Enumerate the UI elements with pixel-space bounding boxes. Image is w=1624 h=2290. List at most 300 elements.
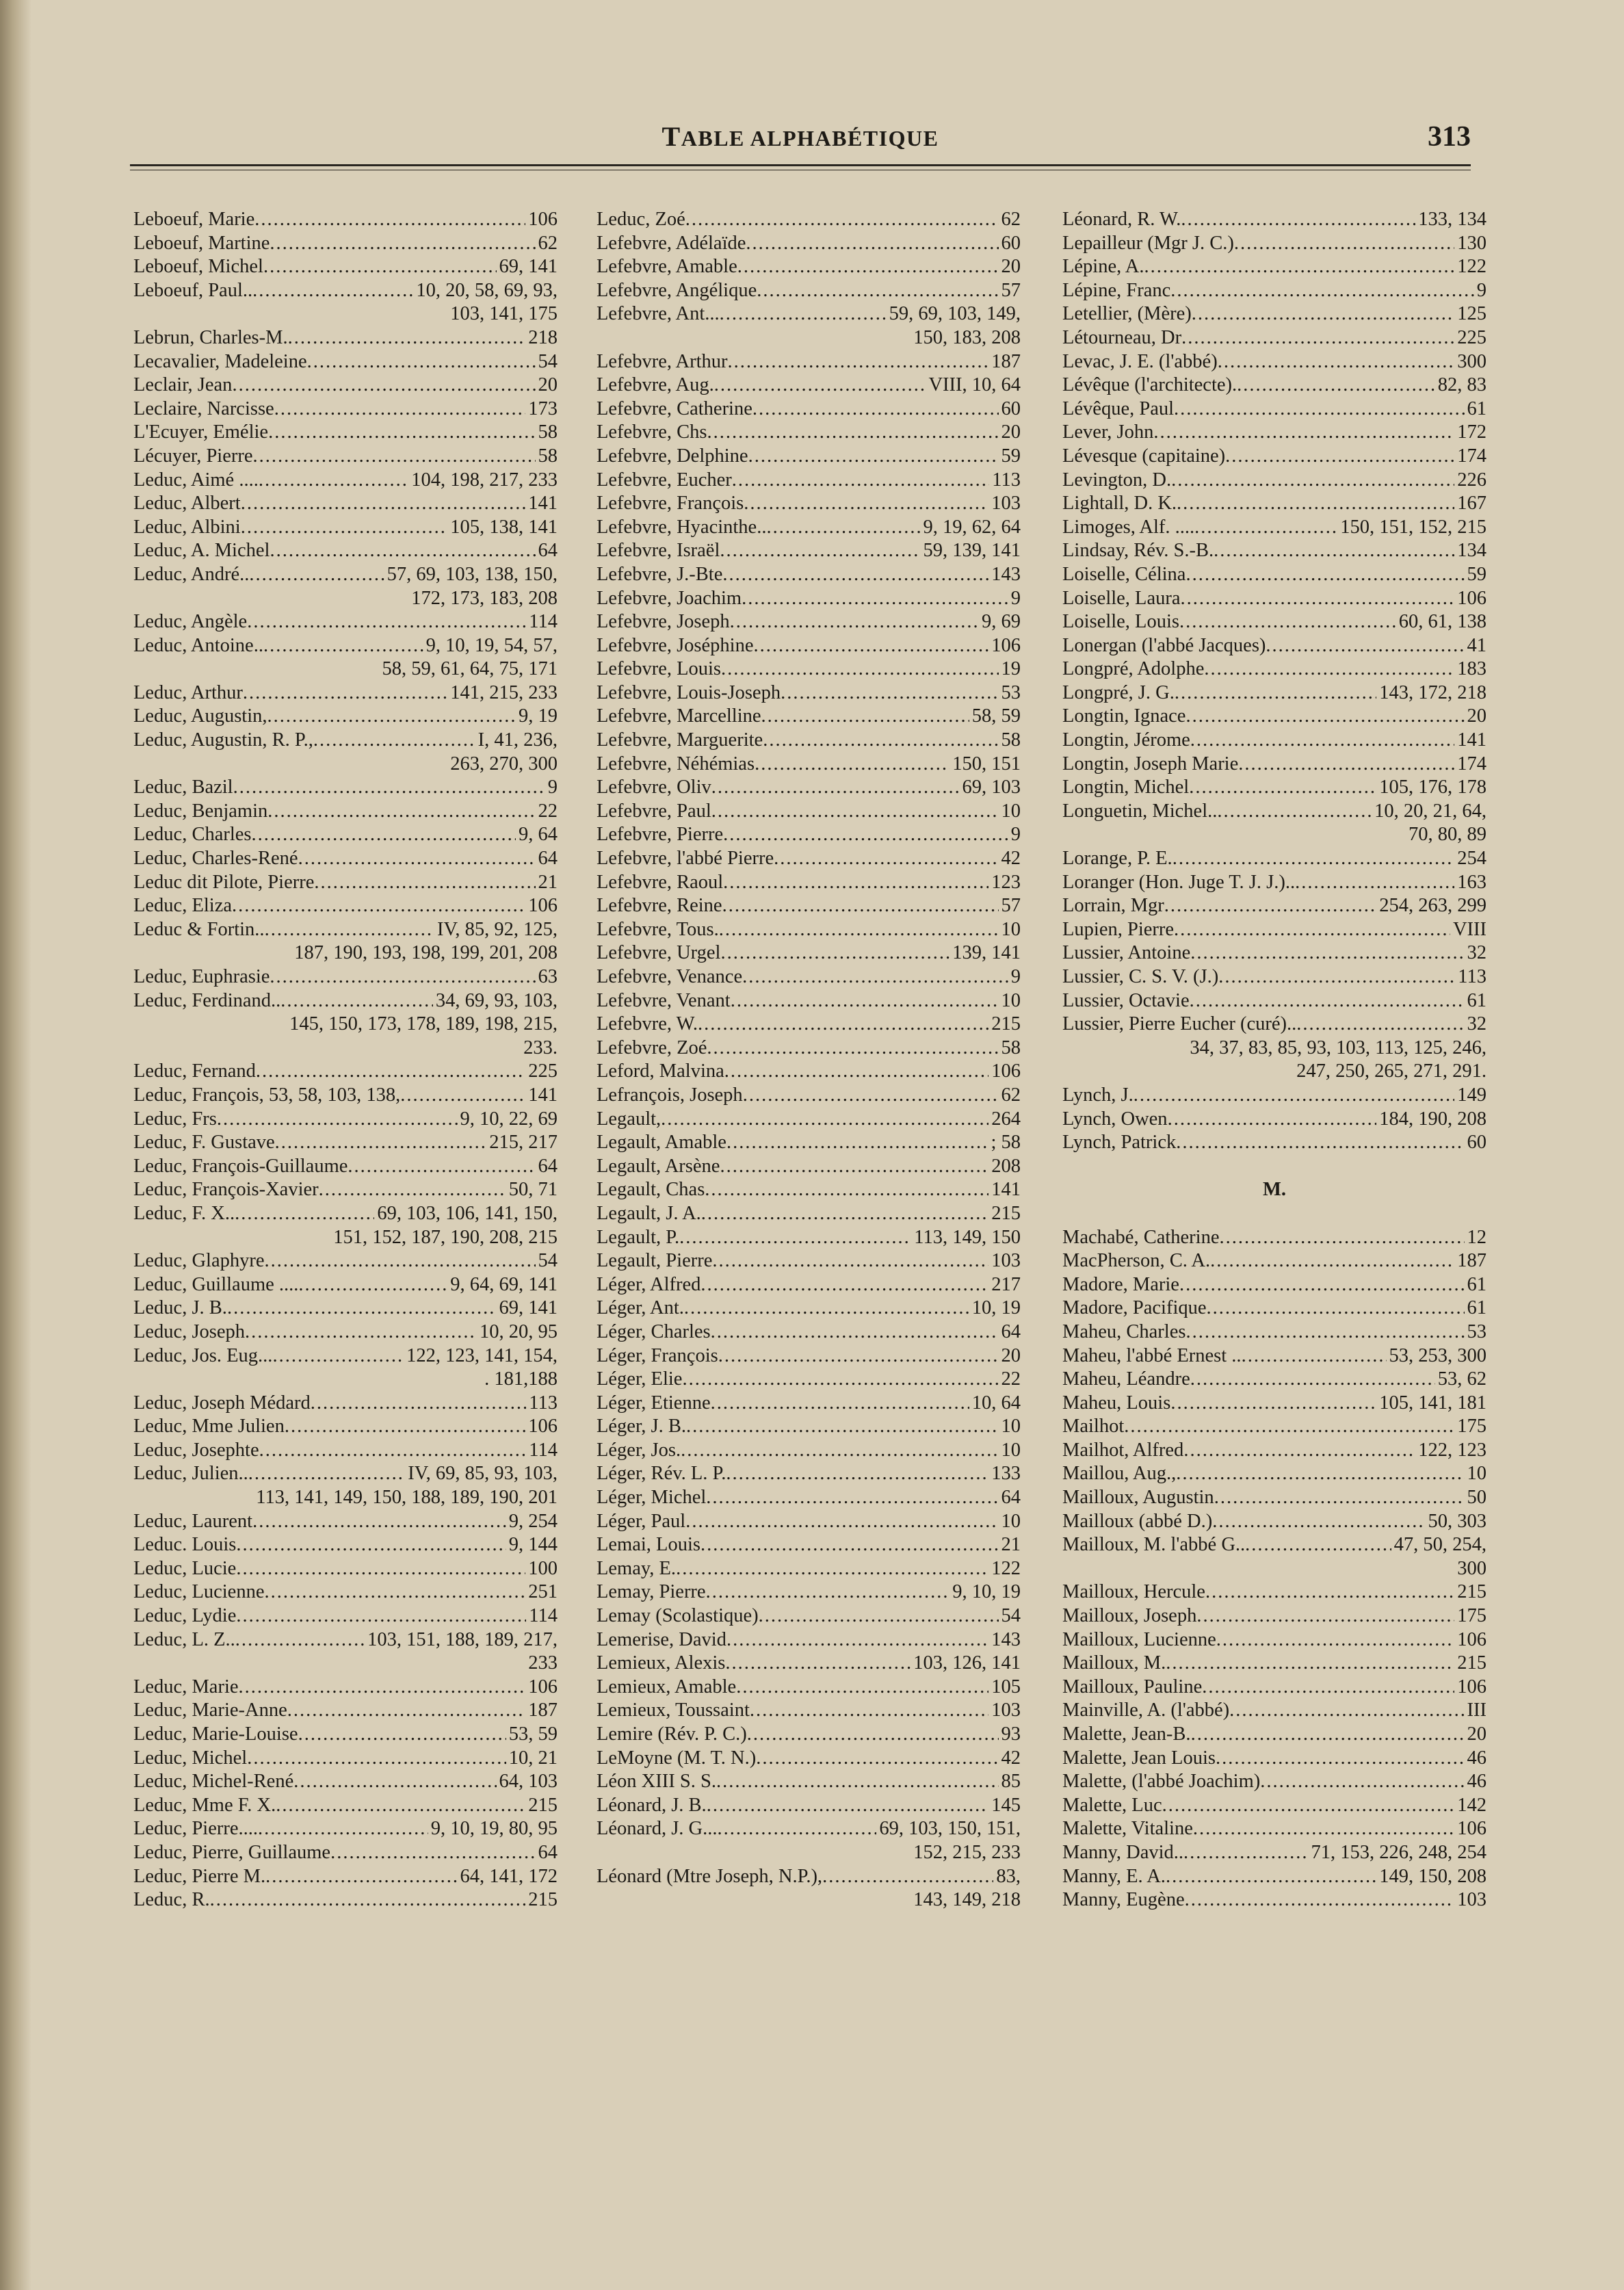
index-entry (597, 1131, 1021, 1155)
entry-name: Lefebvre, Urgel (597, 942, 721, 964)
index-entry (1062, 1084, 1487, 1108)
index-entry (1062, 1108, 1487, 1132)
entry-name: Mailloux, Augustin (1062, 1487, 1214, 1509)
dot-leader (1181, 326, 1454, 350)
entry-name: Leduc, Lucienne (133, 1581, 265, 1603)
index-entry (597, 1155, 1021, 1179)
dot-leader (1174, 918, 1450, 942)
dot-leader (722, 563, 988, 587)
entry-pages: 9, 10, 22, 69 (460, 1108, 558, 1130)
page-binding-edge (0, 0, 31, 2290)
index-entry (133, 469, 558, 493)
index-entry (133, 1060, 558, 1084)
index-entry (597, 302, 1021, 326)
dot-leader (1124, 1415, 1454, 1439)
entry-pages: 215 (528, 1889, 558, 1911)
entry-pages: 53 (1001, 681, 1021, 703)
entry-name: Mailloux, M. l'abbé G.. (1062, 1534, 1246, 1556)
dot-leader (235, 1628, 365, 1652)
entry-pages: 53, 253, 300 (1389, 1344, 1487, 1366)
entry-pages: 46 (1467, 1771, 1487, 1793)
dot-leader (1234, 232, 1454, 256)
entry-name: Lussier, Octavie (1062, 989, 1190, 1011)
dot-leader (719, 918, 999, 942)
dot-leader (716, 1770, 999, 1794)
index-entry (597, 894, 1021, 918)
index-entry (597, 1533, 1021, 1557)
index-entry (597, 1462, 1021, 1486)
entry-name: Loranger (Hon. Juge T. J. J.).. (1062, 871, 1296, 893)
dot-leader (270, 539, 535, 563)
dot-leader (1179, 610, 1396, 634)
entry-pages: 254, 263, 299 (1379, 895, 1487, 917)
entry-name: Mailloux, M. (1062, 1652, 1166, 1674)
entry-pages: 60 (1001, 232, 1021, 254)
index-entry (597, 1344, 1021, 1368)
entry-pages: 10, 21 (508, 1747, 558, 1769)
entry-pages: 41 (1467, 634, 1487, 656)
index-entry (597, 1794, 1021, 1818)
index-entry (133, 1841, 558, 1865)
index-entry (597, 989, 1021, 1013)
index-entry (597, 705, 1021, 729)
entry-pages: I, 41, 236, (477, 729, 558, 751)
dot-leader (248, 1462, 405, 1486)
dot-leader (707, 421, 998, 445)
entry-name: Legault, Amable (597, 1132, 726, 1154)
index-entry (1062, 1415, 1487, 1439)
dot-leader (718, 1817, 877, 1841)
dot-leader (252, 279, 413, 303)
entry-name: L'Ecuyer, Emélie (133, 421, 269, 443)
entry-name: Léonard, J. B. (597, 1794, 707, 1816)
entry-name: Leduc, André.. (133, 563, 250, 585)
entry-pages: 114 (529, 1605, 558, 1627)
dot-leader (685, 208, 999, 232)
entry-name: Leduc, R. (133, 1889, 210, 1911)
entry-pages: 167 (1457, 493, 1487, 515)
entry-name: Lefebvre, Arthur (597, 350, 728, 372)
entry-pages: 64 (1001, 1320, 1021, 1342)
entry-name: Leboeuf, Michel (133, 256, 263, 278)
entry-name: Leduc, Charles-René (133, 848, 298, 870)
dot-leader (720, 302, 887, 326)
index-entry (597, 208, 1021, 232)
dot-leader (726, 1628, 988, 1652)
entry-pages: 9 (1010, 587, 1021, 609)
index-entry (597, 634, 1021, 658)
entry-name: Lefebvre, Louis-Joseph (597, 681, 781, 703)
entry-name: Lefebvre, Oliv (597, 777, 711, 798)
entry-continuation: 233. (523, 1037, 558, 1058)
entry-pages: 60, 61, 138 (1398, 611, 1487, 633)
entry-name: Leduc, Pierre M. (133, 1865, 266, 1887)
index-entry (1062, 302, 1487, 326)
entry-name: Leduc, J. B. (133, 1297, 227, 1319)
index-entry (1062, 398, 1487, 421)
index-entry (597, 753, 1021, 777)
entry-name: Leduc, Albini (133, 516, 241, 538)
dot-leader (245, 1320, 477, 1344)
entry-pages: 53, 62 (1437, 1368, 1487, 1390)
index-entry (1062, 871, 1487, 895)
dot-leader (267, 705, 516, 729)
entry-name: Léger, Alfred (597, 1273, 701, 1295)
entry-pages: 103, 151, 188, 189, 217, (367, 1628, 558, 1650)
entry-pages: 9, 254 (508, 1510, 558, 1532)
index-entry (1062, 1226, 1487, 1250)
dot-leader (259, 1439, 527, 1463)
index-entry (1062, 941, 1487, 965)
entry-pages: 71, 153, 226, 248, 254 (1311, 1841, 1487, 1863)
dot-leader (1177, 492, 1454, 516)
index-entry (597, 847, 1021, 871)
index-entry (1062, 587, 1487, 611)
dot-leader (1183, 1841, 1308, 1865)
entry-name: Lemerise, David (597, 1628, 726, 1650)
index-entry (1062, 374, 1487, 398)
index-entry (133, 1676, 558, 1700)
entry-pages: 141, 215, 233 (450, 681, 558, 703)
entry-name: Lefebvre, Joachim (597, 587, 742, 609)
dot-leader (684, 1297, 969, 1320)
entry-pages: 10 (1001, 1510, 1021, 1532)
entry-pages: ; 58 (991, 1132, 1021, 1154)
index-entry (133, 539, 558, 563)
dot-leader (752, 398, 999, 421)
index-entry (597, 1415, 1021, 1439)
entry-pages: 10, 64 (971, 1392, 1021, 1414)
entry-pages: 69, 103, 106, 141, 150, (377, 1202, 558, 1224)
entry-continuation: 145, 150, 173, 178, 189, 198, 215, (289, 1013, 558, 1035)
dot-leader (1296, 1013, 1464, 1037)
dot-leader (711, 776, 960, 800)
index-entry (597, 516, 1021, 540)
dot-leader (742, 587, 1008, 611)
entry-pages: 134 (1457, 540, 1487, 562)
dot-leader (1185, 1888, 1455, 1912)
entry-name: Leduc, Mme F. X. (133, 1794, 276, 1816)
entry-name: Leduc, Julien.. (133, 1463, 248, 1485)
entry-name: Leduc, Joseph (133, 1320, 246, 1342)
dot-leader (1173, 847, 1455, 871)
index-entry (133, 918, 558, 942)
entry-pages: 46 (1467, 1747, 1487, 1769)
index-entry (597, 1273, 1021, 1297)
section-letter-heading: M. (1262, 1179, 1287, 1201)
dot-leader (1176, 1462, 1464, 1486)
entry-pages: 64 (538, 1841, 558, 1863)
dot-leader (265, 918, 434, 942)
entry-name: Lepailleur (Mgr J. C.) (1062, 232, 1234, 254)
entry-name: Longuetin, Michel.. (1062, 800, 1218, 822)
dot-leader (1164, 894, 1376, 918)
entry-name: Leduc & Fortin.. (133, 918, 265, 940)
index-entry (133, 1723, 558, 1747)
dot-leader (1212, 1510, 1425, 1534)
dot-leader (1229, 1699, 1464, 1723)
dot-leader (293, 1770, 496, 1794)
index-entry (597, 1202, 1021, 1226)
dot-leader (247, 610, 526, 634)
index-entry (1062, 516, 1487, 540)
dot-leader (754, 634, 989, 658)
dot-leader (241, 516, 448, 540)
entry-name: Lefebvre, J.-Bte (597, 563, 723, 585)
dot-leader (1144, 255, 1455, 279)
entry-name: Manny, E. A. (1062, 1865, 1166, 1887)
dot-leader (264, 1580, 525, 1604)
entry-pages: 106 (1457, 1676, 1487, 1697)
dot-leader (718, 1344, 999, 1368)
entry-pages: 20 (1467, 705, 1487, 727)
entry-continuation: 263, 270, 300 (450, 753, 558, 775)
entry-pages: 69, 141 (499, 1297, 558, 1319)
index-entry (1062, 1652, 1487, 1676)
page-title: TABLE ALPHABÉTIQUE (662, 121, 939, 152)
dot-leader (1186, 1320, 1464, 1344)
entry-name: Legault, Chas (597, 1179, 705, 1201)
entry-pages: 141 (528, 493, 558, 515)
entry-name: Lefebvre, Ant... (597, 303, 720, 325)
entry-name: Manny, David.. (1062, 1841, 1184, 1863)
entry-name: Leduc, François, 53, 58, 103, 138, (133, 1084, 401, 1106)
index-entry (133, 705, 558, 729)
dot-leader (319, 1178, 506, 1202)
dot-leader (252, 823, 516, 847)
index-entry (133, 1604, 558, 1628)
entry-name: Lefebvre, Venant (597, 989, 731, 1011)
index-entry (133, 398, 558, 421)
entry-name: Lefebvre, Reine (597, 895, 722, 917)
entry-pages: 9, 144 (508, 1534, 558, 1556)
entry-name: Legault, P. (597, 1226, 680, 1248)
index-entry (133, 1580, 558, 1604)
entry-continuation: 152, 215, 233 (913, 1841, 1021, 1863)
dot-leader (1175, 681, 1376, 705)
dot-leader (254, 208, 525, 232)
entry-pages: 105, 176, 178 (1379, 777, 1487, 798)
entry-name: Leduc, Michel-René (133, 1771, 294, 1793)
entry-pages: 85 (1001, 1771, 1021, 1793)
entry-name: Mailhot, Alfred (1062, 1439, 1184, 1461)
dot-leader (1190, 941, 1464, 965)
index-entry (133, 1249, 558, 1273)
dot-leader (1207, 1297, 1465, 1320)
entry-name: Lupien, Pierre (1062, 918, 1175, 940)
header-rule-thick (130, 164, 1471, 166)
entry-name: Leboeuf, Marie (133, 209, 255, 230)
index-entry (1062, 681, 1487, 705)
index-entry (597, 1108, 1021, 1132)
dot-leader (258, 1817, 428, 1841)
entry-pages: 139, 141 (952, 942, 1021, 964)
dot-leader (1218, 350, 1455, 374)
entry-pages: 59, 139, 141 (923, 540, 1021, 562)
entry-pages: 58 (538, 445, 558, 467)
entry-pages: 130 (1457, 232, 1487, 254)
dot-leader (743, 1084, 999, 1108)
index-entry (133, 1747, 558, 1771)
index-entry (133, 1557, 558, 1581)
entry-name: Leduc, Fernand (133, 1061, 256, 1082)
dot-leader (288, 326, 526, 350)
entry-name: Lefebvre, Hyacinthe.. (597, 516, 767, 538)
dot-leader (272, 1344, 404, 1368)
index-entry (597, 1060, 1021, 1084)
entry-name: Léger, Elie (597, 1368, 683, 1390)
entry-pages: 59 (1467, 563, 1487, 585)
entry-name: Léger, Charles (597, 1320, 711, 1342)
index-entry (597, 871, 1021, 895)
entry-pages: 69, 141 (499, 256, 558, 278)
dot-leader (721, 658, 998, 681)
entry-continuation: 34, 37, 83, 85, 93, 103, 113, 125, 246, (1190, 1037, 1487, 1058)
entry-name: Leboeuf, Martine (133, 232, 270, 254)
entry-pages: 187 (528, 1700, 558, 1721)
entry-name: Maheu, Louis (1062, 1392, 1171, 1414)
entry-pages: 9, 19 (519, 705, 558, 727)
entry-pages: 21 (1001, 1534, 1021, 1556)
entry-name: Lefebvre, Catherine (597, 398, 752, 419)
dot-leader (723, 823, 1008, 847)
dot-leader (280, 989, 433, 1013)
entry-pages: 64 (538, 1155, 558, 1177)
index-entry (597, 1723, 1021, 1747)
dot-leader (736, 1676, 988, 1700)
index-entry (1062, 350, 1487, 374)
entry-name: Lefebvre, Chs (597, 421, 707, 443)
entry-pages: 226 (1457, 469, 1487, 491)
index-entry (133, 823, 558, 847)
entry-pages: 61 (1467, 989, 1487, 1011)
index-entry (1062, 1865, 1487, 1889)
entry-pages: 106 (991, 1061, 1021, 1082)
entry-pages: 122 (1457, 256, 1487, 278)
index-entry (1062, 1723, 1487, 1747)
dot-leader (263, 255, 497, 279)
dot-leader (285, 1415, 525, 1439)
entry-pages: 142 (1457, 1794, 1487, 1816)
entry-name: Leduc, Antoine.. (133, 634, 263, 656)
entry-name: Loiselle, Célina (1062, 563, 1186, 585)
dot-leader (681, 1439, 998, 1463)
dot-leader (706, 1580, 950, 1604)
entry-name: Longtin, Jérome (1062, 729, 1190, 751)
dot-leader (1162, 1794, 1455, 1818)
entry-pages: 133, 134 (1418, 209, 1487, 230)
index-entry (1062, 1817, 1487, 1841)
entry-pages: 9 (1476, 279, 1487, 301)
entry-pages: 64, 103 (499, 1771, 558, 1793)
entry-pages: 50, 71 (508, 1179, 558, 1201)
dot-leader (726, 1462, 988, 1486)
dot-leader (400, 1084, 525, 1108)
index-entry (133, 1108, 558, 1132)
dot-leader (700, 1273, 988, 1297)
index-entry (1062, 1604, 1487, 1628)
index-entry (133, 681, 558, 705)
entry-pages: 103 (991, 1700, 1021, 1721)
entry-name: Leduc, Ferdinand.. (133, 989, 281, 1011)
entry-pages: VIII, 10, 64 (928, 374, 1021, 396)
entry-pages: 20 (538, 374, 558, 396)
entry-name: Léger, Etienne (597, 1392, 711, 1414)
index-entry (1062, 279, 1487, 303)
entry-name: Longpré, J. G. (1062, 681, 1175, 703)
entry-name: Lefebvre, Néhémias (597, 753, 755, 775)
index-entry (133, 1699, 558, 1723)
entry-pages: 103 (1457, 1889, 1487, 1911)
dot-leader (1190, 729, 1454, 753)
dot-leader (1186, 563, 1464, 587)
index-entry (133, 563, 558, 587)
entry-name: Mailloux, Pauline (1062, 1676, 1203, 1697)
entry-pages: 175 (1457, 1605, 1487, 1627)
entry-name: Lefebvre, Marcelline (597, 705, 761, 727)
entry-name: Lefebvre, Venance (597, 966, 743, 987)
entry-pages: 32 (1467, 1013, 1487, 1035)
dot-leader (256, 1060, 525, 1084)
entry-pages: 254 (1457, 848, 1487, 870)
index-entry (597, 1084, 1021, 1108)
entry-name: Lebrun, Charles-M. (133, 326, 288, 348)
entry-name: Mailloux (abbé D.) (1062, 1510, 1213, 1532)
dot-leader (311, 1392, 527, 1416)
entry-pages: 106 (1457, 587, 1487, 609)
entry-continuation: 143, 149, 218 (913, 1889, 1021, 1911)
dot-leader (298, 847, 536, 871)
entry-name: Malette, Vitaline (1062, 1818, 1193, 1840)
index-entry (597, 1249, 1021, 1273)
dot-leader (763, 729, 998, 753)
entry-name: Malette, Jean-B. (1062, 1723, 1191, 1745)
index-entry (597, 1557, 1021, 1581)
index-entry (133, 1817, 558, 1841)
dot-leader (726, 1131, 988, 1155)
entry-pages: 264 (991, 1108, 1021, 1130)
entry-name: Mailloux, Joseph (1062, 1605, 1197, 1627)
index-entry (597, 1580, 1021, 1604)
index-entry (1062, 1131, 1487, 1155)
index-entry (133, 989, 558, 1013)
entry-name: Lefebvre, Pierre (597, 824, 724, 846)
dot-leader (233, 776, 545, 800)
entry-continuation: 233 (528, 1652, 558, 1674)
dot-leader (1219, 1226, 1464, 1250)
entry-name: Leduc, Augustin, R. P., (133, 729, 313, 751)
dot-leader (1205, 1580, 1454, 1604)
dot-leader (1237, 374, 1435, 398)
entry-pages: 100 (528, 1557, 558, 1579)
entry-name: Manny, Eugène (1062, 1889, 1185, 1911)
dot-leader (682, 1368, 998, 1392)
dot-leader (1210, 1249, 1454, 1273)
entry-pages: 174 (1457, 445, 1487, 467)
entry-name: Lefrançois, Joseph (597, 1084, 743, 1106)
entry-name: Leduc, Aimé .... (133, 469, 259, 491)
index-entry (597, 1510, 1021, 1534)
entry-pages: 215 (991, 1202, 1021, 1224)
entry-name: Lefebvre, Eucher (597, 469, 732, 491)
entry-pages: 103, 126, 141 (913, 1652, 1021, 1674)
dot-leader (236, 1557, 525, 1581)
index-entry (133, 1533, 558, 1557)
dot-leader (711, 1320, 999, 1344)
entry-name: Leduc, Benjamin (133, 800, 268, 822)
entry-pages: 64, 141, 172 (460, 1865, 558, 1887)
entry-pages: 215 (1457, 1652, 1487, 1674)
